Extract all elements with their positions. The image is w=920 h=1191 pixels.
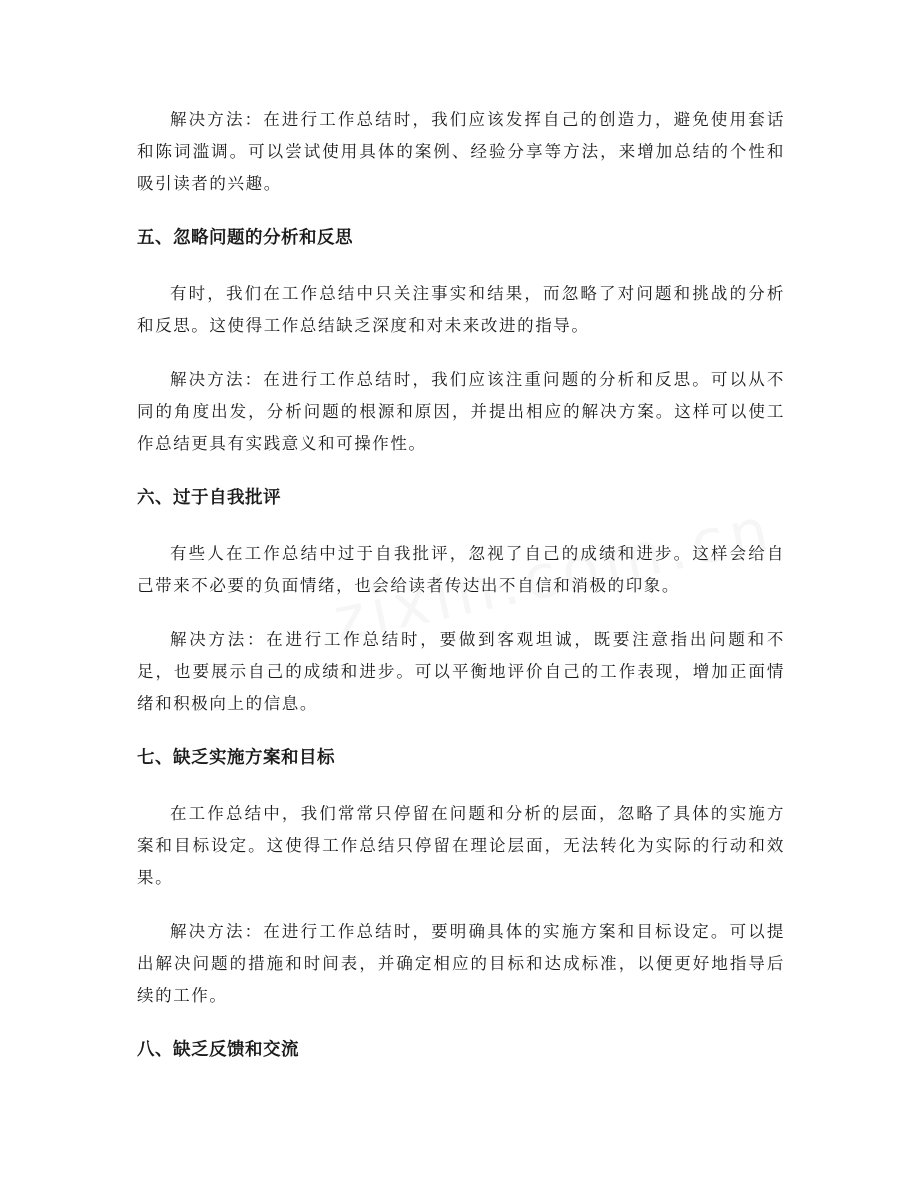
paragraph: 解决方法：在进行工作总结时，我们应该发挥自己的创造力，避免使用套话和陈词滥调。可以尝试使用具体的案例、经验分享等方法，来增加总结的个性和吸引读者的兴趣。 <box>137 110 785 193</box>
paragraph: 解决方法：在进行工作总结时，我们应该注重问题的分析和反思。可以从不同的角度出发，分析问题的根源和原因，并提出相应的解决方案。这样可以使工作总结更具有实践意义和可操作性。 <box>137 370 785 453</box>
document-body <box>137 104 785 1090</box>
paragraph: 在工作总结中，我们常常只停留在问题和分析的层面，忽略了具体的实施方案和目标设定。这使得工作总结只停留在理论层面，无法转化为实际的行动和效果。 <box>137 804 785 887</box>
paragraph: 解决方法：在进行工作总结时，要明确具体的实施方案和目标设定。可以提出解决问题的措施和时间表，并确定相应的目标和达成标准，以便更好地指导后续的工作。 <box>137 922 785 1005</box>
paragraph: 有些人在工作总结中过于自我批评，忽视了自己的成绩和进步。这样会给自己带来不必要的负面情绪，也会给读者传达出不自信和消极的印象。 <box>137 544 785 595</box>
paragraph: 有时，我们在工作总结中只关注事实和结果，而忽略了对问题和挑战的分析和反思。这使得工作总结缺乏深度和对未来改进的指导。 <box>137 284 785 335</box>
section-heading: 六、过于自我批评 <box>137 488 281 508</box>
paragraph: 解决方法：在进行工作总结时，要做到客观坦诚，既要注意指出问题和不足，也要展示自己的成绩和进步。可以平衡地评价自己的工作表现，增加正面情绪和积极向上的信息。 <box>137 630 785 713</box>
section-heading: 八、缺乏反馈和交流 <box>137 1040 299 1060</box>
section-heading: 五、忽略问题的分析和反思 <box>137 228 353 248</box>
section-heading: 七、缺乏实施方案和目标 <box>137 748 335 768</box>
